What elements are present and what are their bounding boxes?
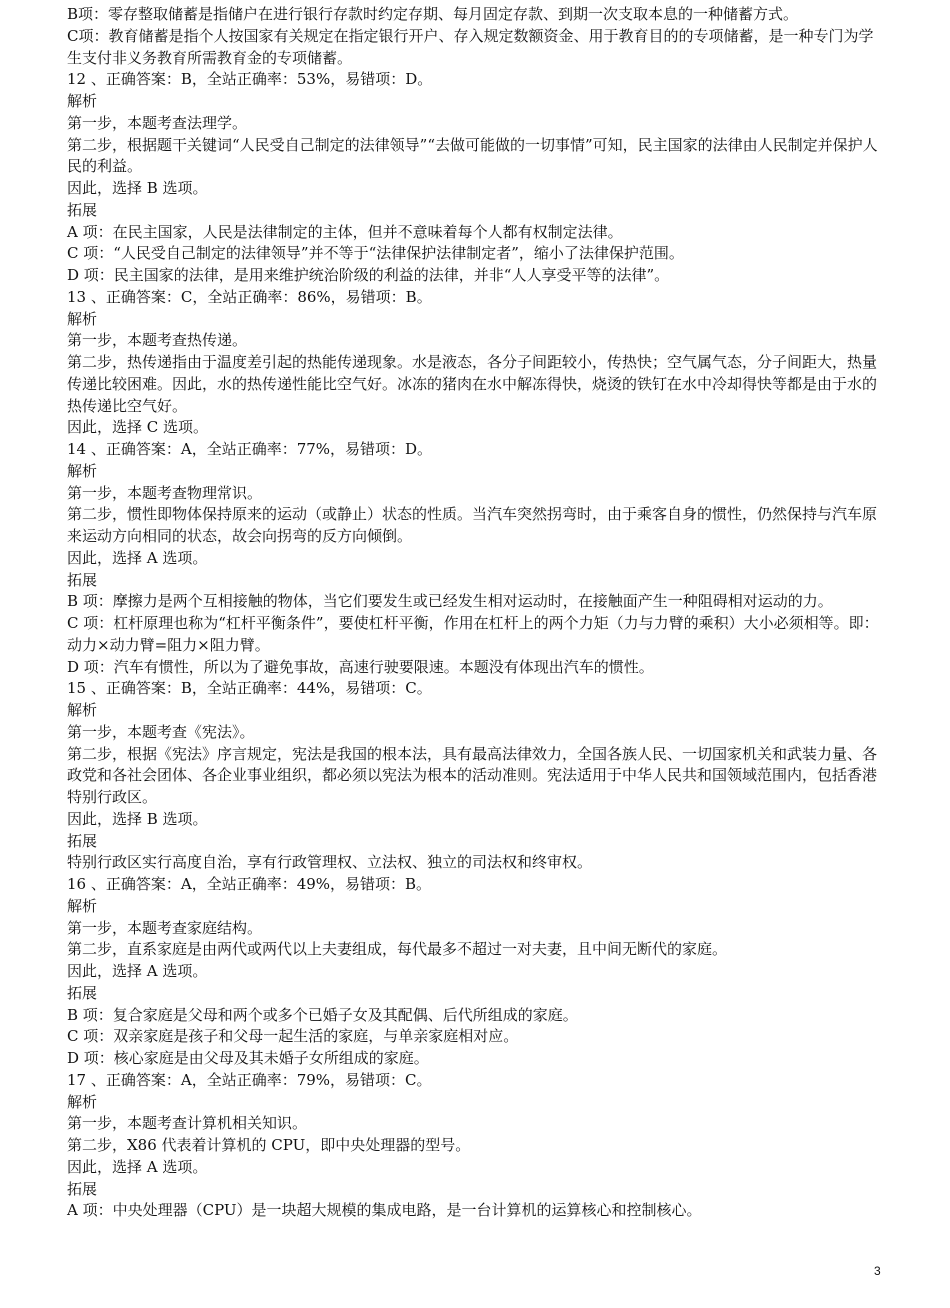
answer-heading: 13 、正确答案：C，全站正确率：86%，易错项：B。	[67, 287, 432, 306]
text-line: 因此，选择 A 选项。	[67, 548, 208, 567]
section-label: 拓展	[67, 983, 98, 1002]
answer-explanations	[67, 4, 885, 1222]
text-line: 第二步，直系家庭是由两代或两代以上夫妻组成，每代最多不超过一对夫妻，且中间无断代的家庭。	[67, 940, 728, 959]
section-label: 解析	[67, 1092, 98, 1111]
answer-heading: 14 、正确答案：A，全站正确率：77%，易错项：D。	[67, 440, 433, 458]
answer-heading: 16 、正确答案：A，全站正确率：49%，易错项：B。	[67, 875, 432, 893]
text-line: D 项：汽车有惯性，所以为了避免事故，高速行驶要限速。本题没有体现出汽车的惯性。	[67, 657, 654, 676]
section-label: 解析	[67, 309, 98, 328]
text-line: C 项：杠杆原理也称为“杠杆平衡条件”，要使杠杆平衡，作用在杠杆上的两个力矩（力与力臂的乘积）大小必须相等。即：动力×动力臂=阻力×阻力臂。	[67, 614, 879, 654]
text-line: 因此，选择 A 选项。	[67, 962, 208, 980]
section-label: 拓展	[67, 831, 98, 850]
text-line: 特别行政区实行高度自治，享有行政管理权、立法权、独立的司法权和终审权。	[67, 853, 593, 872]
text-line: 第一步，本题考查法理学。	[67, 113, 248, 132]
text-line: B 项：摩擦力是两个互相接触的物体，当它们要发生或已经发生相对运动时，在接触面产生一种阻碍相对运动的力。	[67, 592, 833, 611]
text-line: 因此，选择 B 选项。	[67, 809, 208, 828]
text-line: 第二步，惯性即物体保持原来的运动（或静止）状态的性质。当汽车突然拐弯时，由于乘客自身的惯性，仍然保持与汽车原来运动方向相同的状态，故会向拐弯的反方向倾倒。	[67, 505, 878, 545]
text-line: 因此，选择 A 选项。	[67, 1157, 208, 1176]
text-line: 第一步，本题考查物理常识。	[67, 483, 263, 502]
section-label: 拓展	[67, 200, 98, 219]
text-line: 因此，选择 C 选项。	[67, 418, 209, 437]
answer-heading: 15 、正确答案：B，全站正确率：44%，易错项：C。	[67, 679, 432, 698]
text-line: 第一步，本题考查计算机相关知识。	[67, 1114, 308, 1133]
answer-heading: 17 、正确答案：A，全站正确率：79%，易错项：C。	[67, 1070, 432, 1089]
section-label: 解析	[67, 92, 98, 110]
text-line: A 项：在民主国家，人民是法律制定的主体，但并不意味着每个人都有权制定法律。	[67, 222, 623, 241]
text-line: 第二步，根据《宪法》序言规定，宪法是我国的根本法，具有最高法律效力，全国各族人民、一切国家机关和武装力量、各政党和各社会团体、各企业事业组织，都必须以宪法为根本的活动准则。宪法适用于中华人民共和国领域范围内，包括香港特别行政区。	[67, 744, 878, 806]
text-line: D 项：核心家庭是由父母及其未婚子女所组成的家庭。	[67, 1049, 429, 1067]
section-label: 解析	[67, 896, 98, 915]
text-line: 第二步，热传递指由于温度差引起的热能传递现象。水是液态，各分子间距较小，传热快；空气属气态，分子间距大，热量传递比较困难。因此，水的热传递性能比空气好。冰冻的猪肉在水中解冻得快，烧烫的铁钉在水中冷却得快等都是由于水的热传递比空气好。	[67, 353, 878, 415]
text-line: 第二步，X86 代表着计算机的 CPU，即中央处理器的型号。	[67, 1136, 471, 1154]
text-line: 第一步，本题考查家庭结构。	[67, 918, 263, 937]
section-label: 解析	[67, 461, 98, 480]
text-line: A 项：中央处理器（CPU）是一块超大规模的集成电路，是一台计算机的运算核心和控制核心。	[67, 1201, 702, 1220]
section-label: 解析	[67, 701, 98, 719]
text-line: 第一步，本题考查热传递。	[67, 331, 248, 350]
text-line: D 项：民主国家的法律，是用来维护统治阶级的利益的法律，并非“人人享受平等的法律”。	[67, 266, 670, 284]
text-line: B 项：复合家庭是父母和两个或多个已婚子女及其配偶、后代所组成的家庭。	[67, 1005, 578, 1024]
page-number: 3	[874, 1264, 881, 1278]
text-line: 因此，选择 B 选项。	[67, 179, 208, 197]
text-line: B项：零存整取储蓄是指储户在进行银行存款时约定存期、每月固定存款、到期一次支取本息的一种储蓄方式。	[67, 5, 799, 23]
section-label: 拓展	[67, 1179, 98, 1198]
text-line: C 项：“人民受自己制定的法律领导”并不等于“法律保护法律制定者”，缩小了法律保护范围。	[67, 244, 684, 263]
text-line: 第二步，根据题干关键词“人民受自己制定的法律领导”“去做可能做的一切事情”可知，民主国家的法律由人民制定并保护人民的利益。	[67, 135, 878, 176]
text-line: C项：教育储蓄是指个人按国家有关规定在指定银行开户、存入规定数额资金、用于教育目的的专项储蓄，是一种专门为学生支付非义务教育所需教育金的专项储蓄。	[67, 26, 874, 67]
answer-heading: 12 、正确答案：B，全站正确率：53%，易错项：D。	[67, 70, 433, 89]
section-label: 拓展	[67, 570, 98, 589]
text-line: 第一步，本题考查《宪法》。	[67, 722, 255, 741]
text-line: C 项：双亲家庭是孩子和父母一起生活的家庭，与单亲家庭相对应。	[67, 1027, 519, 1046]
